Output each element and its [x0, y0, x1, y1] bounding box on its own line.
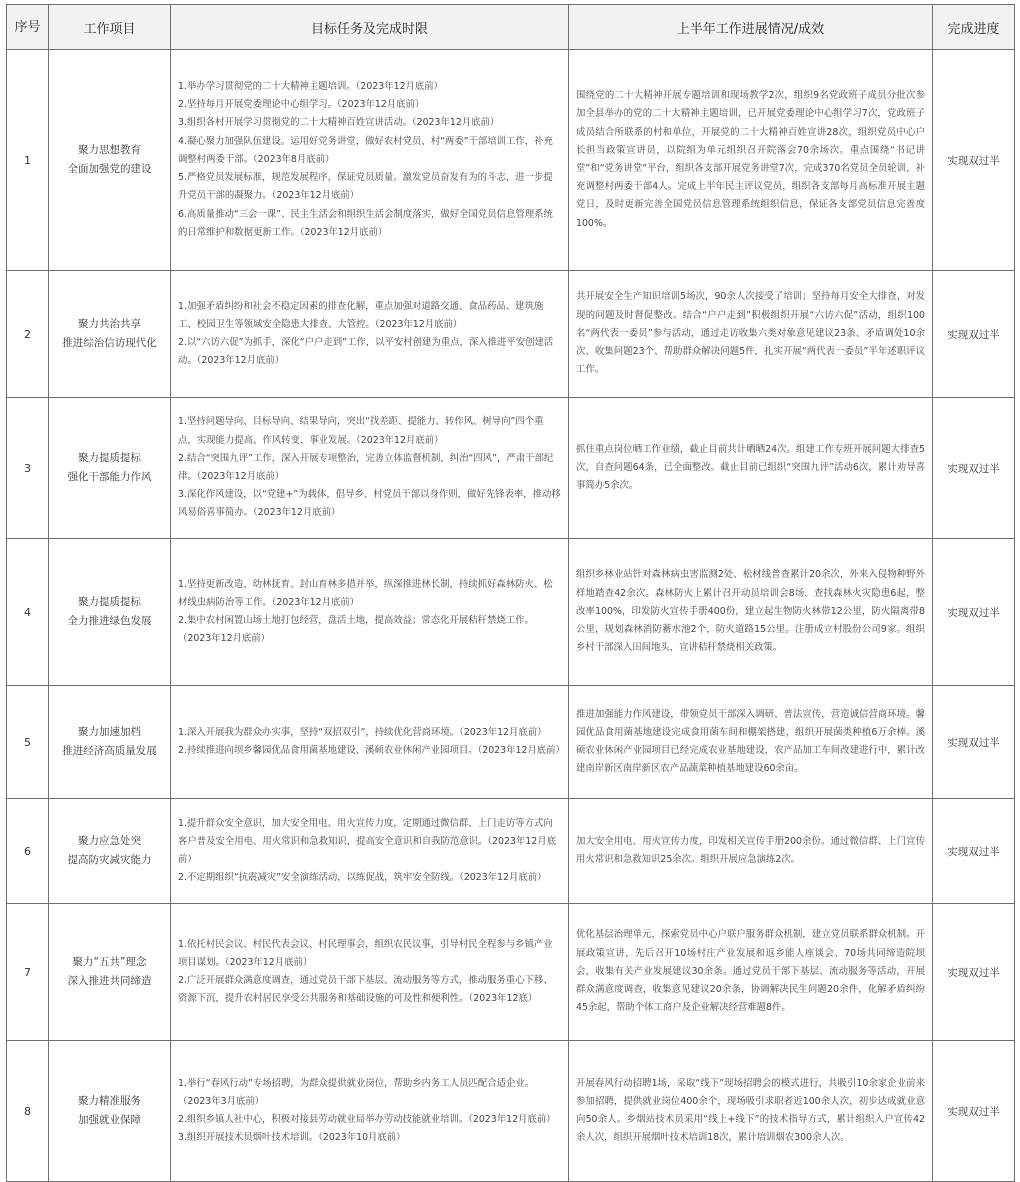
table-row	[7, 1041, 1015, 1182]
row-progress: 抓住重点岗位晒工作业绩，截止目前共计晒晒24次。组建工作专班开展问题大排查5次，自查问题64条，已全面整改。截止目前已组织“突围九评”活动6次，累计劝导喜事简办5余次。	[569, 398, 933, 539]
row-target-tasks	[171, 398, 569, 539]
row-progress: 组织乡林业站针对森林病虫害监测2处、松材线普查累计20余次，外来入侵物种野外样地踏查42余次。森林防火上累计召开动员培训会8场，查找森林火灾隐患6起，整改率100%，印发防火宣传手册400份，建立起生物防火林带12公里，防火隔离带8公里，规划森林消防蓄水池2个，防火道路15公里。注册成立村股份公司9家。组织乡村干部深入田间地头，宣讲秸秆禁烧相关政策。	[569, 539, 933, 686]
table-row	[7, 398, 1015, 539]
row-target-tasks	[171, 686, 569, 799]
row-status: 实现双过半	[933, 271, 1015, 398]
task-item: 1.提升群众安全意识，加大安全用电、用火宣传力度，定期通过微信群、上门走访等方式向客户普及安全用电、用火常识和急救知识，提高安全意识和自我防范意识。（2023年12月底前）	[178, 817, 556, 865]
row-serial-number: 3	[7, 398, 49, 539]
task-item: 5.严格党员发展标准，规范发展程序，保证党员质量。激发党员奋发有为的斗志，进一步提升党员干部的凝聚力。（2023年12月底前）	[178, 172, 553, 202]
row-progress: 围绕党的二十大精神开展专题培训和现场教学2次，组织9名党政班子成员分批次参加全县举办的党的二十大精神主题培训，已开展党委理论中心组学习7次，党政班子成员结合所联系的村和单位，开展党的二十大精神百姓宣讲28次，组织党员中心户长担当政策宣讲员，以院组为单元组织召开院落会70余场次。重点围绕“书记讲堂”和“党务讲堂”平台，组织各支部开展党务讲堂7次，完成370名党员全员轮训，补充调整村两委干部4人。完成上半年民主评议党员，组织各支部每月高标准开展主题党日，及时更新完善全国党员信息管理系统组织信息，保证各支部党员信息完善度100%。	[569, 50, 933, 271]
work-progress-table	[6, 4, 1015, 1182]
row-status: 实现双过半	[933, 686, 1015, 799]
task-item: 2.不定期组织“抗震减灾”安全演练活动，以练促战，筑牢安全防线。（2023年12月底前）	[178, 872, 547, 884]
row-status: 实现双过半	[933, 799, 1015, 904]
table-row	[7, 686, 1015, 799]
row-progress: 开展春风行动招聘1场，采取“线下”现场招聘会的模式进行，共吸引10余家企业前来参加招聘，提供就业岗位400余个，现场吸引求职者近100余人次，初步达成就业意向50余人。乡烟站技术员采用“线上+线下”的技术指导方式，累计组织入户宣传42余人次，组织开展烟叶技术培训18次，累计培训烟农300余人次。	[569, 1041, 933, 1182]
row-target-tasks	[171, 799, 569, 904]
table-row	[7, 539, 1015, 686]
table-body	[7, 50, 1015, 1182]
header-status: 完成进度	[933, 5, 1015, 50]
task-item: 2.组织乡镇人社中心，积极对接县劳动就业局举办劳动技能就业培训。（2023年12月底前）	[178, 1114, 556, 1125]
task-item: 6.高质量推动“三会一课”、民主生活会和组织生活会制度落实，做好全国党员信息管理系统的日常维护和数据更新工作。（2023年12月底前）	[178, 208, 553, 238]
row-work-project: 聚力“五共”理念 深入推进共同缔造	[49, 904, 171, 1041]
task-item: 1.加强矛盾纠纷和社会不稳定因素的排查化解，重点加强对道路交通、食品药品、建筑施工、校园卫生等领域安全隐患大排查、大管控。（2023年12月底前）	[178, 300, 544, 330]
row-target-tasks	[171, 50, 569, 271]
row-work-project: 聚力应急处突 提高防灾减灾能力	[49, 799, 171, 904]
row-work-project: 聚力加速加档 推进经济高质量发展	[49, 686, 171, 799]
task-item: 3.组织各村开展学习贯彻党的二十大精神百姓宣讲活动。（2023年12月底前）	[178, 117, 500, 129]
row-work-project: 聚力提质提标 强化干部能力作风	[49, 398, 171, 539]
task-item: 2.集中农村闲置山场土地打包经营，盘活土地，提高效益；常态化开展秸秆禁烧工作。（2023年12月底前）	[178, 615, 534, 645]
task-item: 2.坚持每月开展党委理论中心组学习。（2023年12月底前）	[178, 99, 425, 111]
row-serial-number: 5	[7, 686, 49, 799]
header-serial-number: 序号	[7, 5, 49, 50]
task-item: 2.以“六访六促”为抓手，深化“户户走到”工作，以平安村创建为重点，深入推进平安创建活动。（2023年12月底前）	[178, 337, 554, 367]
row-serial-number: 7	[7, 904, 49, 1041]
header-row	[7, 5, 1015, 50]
row-work-project: 聚力提质提标 全力推进绿色发展	[49, 539, 171, 686]
row-target-tasks	[171, 271, 569, 398]
row-status: 实现双过半	[933, 904, 1015, 1041]
task-item: 4.凝心聚力加强队伍建设。运用好党务讲堂，做好农村党员、村“两委”干部培训工作，补充调整村两委干部。（2023年8月底前）	[178, 135, 553, 165]
row-serial-number: 4	[7, 539, 49, 686]
row-serial-number: 6	[7, 799, 49, 904]
row-progress: 加大安全用电、用火宣传力度，印发相关宣传手册200余份。通过微信群、上门宣传用火常识和急救知识25余次。组织开展应急演练2次。	[569, 799, 933, 904]
header-progress: 上半年工作进展情况/成效	[569, 5, 933, 50]
row-work-project: 聚力精准服务 加强就业保障	[49, 1041, 171, 1182]
row-serial-number: 8	[7, 1041, 49, 1182]
row-status: 实现双过半	[933, 1041, 1015, 1182]
table-row	[7, 50, 1015, 271]
row-status: 实现双过半	[933, 398, 1015, 539]
row-target-tasks	[171, 539, 569, 686]
row-work-project: 聚力共治共享 推进综治信访现代化	[49, 271, 171, 398]
row-serial-number: 2	[7, 271, 49, 398]
header-target-tasks: 目标任务及完成时限	[171, 5, 569, 50]
task-item: 1.深入开展我为群众办实事，坚持“双招双引”，持续优化营商环境。（2023年12月底前）	[178, 726, 547, 738]
table-row	[7, 271, 1015, 398]
task-item: 3.组织开展技术员烟叶技术培训。（2023年10月底前）	[178, 1132, 406, 1144]
row-target-tasks	[171, 904, 569, 1041]
task-item: 3.深化作风建设，以“党建+”为载体，倡导乡、村党员干部以身作则，做好先锋表率，推动移风易俗喜事简办。（2023年12月底前）	[178, 489, 561, 519]
row-target-tasks	[171, 1041, 569, 1182]
row-progress: 推进加强能力作风建设，带领党员干部深入调研、普法宣传，营造诚信营商环境。馨园优品食用菌基地建设完成食用菌车间和棚架搭建，组织开展菌类种植6万余棒。溪硕农业休闲产业园项目已经完成农业基地建设，农产品加工车间改建进行中，累计改建南岸新区南岸新区农产品蔬菜种植基地建设60余亩。	[569, 686, 933, 799]
task-item: 2.广泛开展群众满意度调查，通过党员干部下基层、流动服务等方式，推动服务重心下移、资源下沉，提升农村居民享受公共服务和基础设施的可及性和便利性。（2023年12底）	[178, 975, 553, 1005]
row-progress: 优化基层治理单元，探索党员中心户联户服务群众机制，建立党员联系群众机制。开展政策宣讲，先后召开10场村庄产业发展和返乡能人座谈会、70场共同缔造院坝会，收集有关产业发展建议30余条。通过党员干部下基层、流动服务等活动，开展群众满意度调查，收集意见建议20余条，协调解决民生问题20余件，化解矛盾纠纷45余起，帮助个体工商户及企业解决经营难题8件。	[569, 904, 933, 1041]
row-status: 实现双过半	[933, 539, 1015, 686]
row-work-project: 聚力思想教育 全面加强党的建设	[49, 50, 171, 271]
task-item: 1.依托村民会议、村民代表会议、村民理事会，组织农民议事，引导村民全程参与乡镇产业项目谋划。（2023年12月底前）	[178, 938, 553, 968]
task-item: 2.持续推进向坝乡馨园优品食用菌基地建设、溪硕农业休闲产业园项目。（2023年12月底前）	[178, 745, 565, 756]
header-work-project: 工作项目	[49, 5, 171, 50]
task-item: 1.举办学习贯彻党的二十大精神主题培训。（2023年12月底前）	[178, 81, 444, 93]
task-item: 1.坚持更新改造、幼林抚育、封山育林多措并举，纵深推进林长制，持续抓好森林防火、松材线虫病防治等工作。（2023年12月底前）	[178, 578, 553, 608]
table-row	[7, 904, 1015, 1041]
task-item: 1.坚持问题导向、目标导向、结果导向，突出“找差距、提能力、转作风、树导向”四个重点，实现能力提高、作风转变、事业发展。（2023年12月底前）	[178, 416, 544, 446]
task-item: 2.结合“突围九评”工作，深入开展专项整治，完善立体监督机制，纠治“四风”，严肃干部纪律。（2023年12月底前）	[178, 452, 554, 482]
row-progress: 共开展安全生产知识培训5场次，90余人次接受了培训；坚持每月安全大排查，对发现的问题及时督促整改。结合“户户走到”积极组织开展“六访六促”活动，组织100名“两代表一委员”参与活动，通过走访收集六类对象意见建议23条、矛盾调处10余次、收集问题23个、帮助群众解决问题5件，扎实开展“两代表一委员”半年述职评议工作。	[569, 271, 933, 398]
table-header	[7, 5, 1015, 50]
row-serial-number: 1	[7, 50, 49, 271]
task-item: 1.举行“春风行动”专场招聘，为群众提供就业岗位，帮助乡内务工人员匹配合适企业。（2023年3月底前）	[178, 1077, 535, 1107]
row-status: 实现双过半	[933, 50, 1015, 271]
table-row	[7, 799, 1015, 904]
